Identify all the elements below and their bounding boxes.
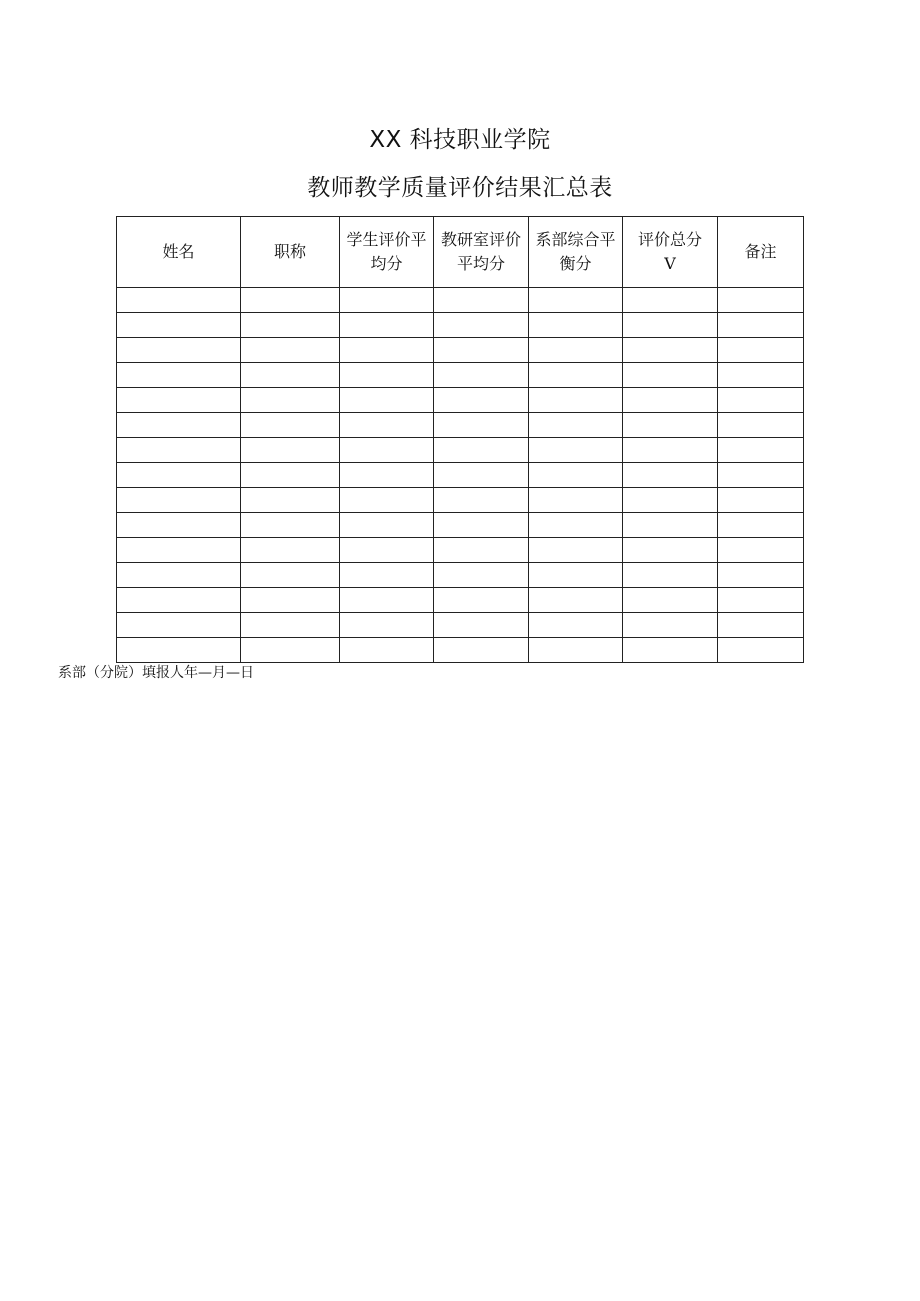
table-row — [117, 313, 804, 338]
table-cell[interactable] — [529, 613, 623, 638]
table-cell[interactable] — [340, 413, 434, 438]
header-department-score: 教研室评价 平均分 — [434, 217, 529, 288]
table-cell[interactable] — [434, 313, 529, 338]
table-row — [117, 338, 804, 363]
table-cell[interactable] — [529, 488, 623, 513]
table-cell[interactable] — [623, 363, 718, 388]
table-row — [117, 438, 804, 463]
table-cell[interactable] — [623, 638, 718, 663]
table-cell[interactable] — [623, 538, 718, 563]
table-row — [117, 638, 804, 663]
table-cell[interactable] — [340, 488, 434, 513]
table-cell[interactable] — [340, 613, 434, 638]
table-cell[interactable] — [117, 313, 241, 338]
table-row — [117, 288, 804, 313]
table-cell[interactable] — [241, 588, 340, 613]
table-row — [117, 388, 804, 413]
table-cell[interactable] — [718, 288, 804, 313]
table-cell[interactable] — [241, 613, 340, 638]
table-cell[interactable] — [623, 463, 718, 488]
table-cell[interactable] — [241, 463, 340, 488]
table-cell[interactable] — [718, 613, 804, 638]
table-cell[interactable] — [340, 388, 434, 413]
table-cell[interactable] — [117, 413, 241, 438]
table-cell[interactable] — [718, 463, 804, 488]
table-cell[interactable] — [434, 488, 529, 513]
table-cell[interactable] — [117, 388, 241, 413]
table-cell[interactable] — [623, 438, 718, 463]
table-cell[interactable] — [241, 288, 340, 313]
table-cell[interactable] — [241, 313, 340, 338]
table-cell[interactable] — [340, 288, 434, 313]
table-cell[interactable] — [529, 388, 623, 413]
table-row — [117, 463, 804, 488]
table-cell[interactable] — [434, 638, 529, 663]
table-cell[interactable] — [623, 388, 718, 413]
table-cell[interactable] — [529, 313, 623, 338]
table-cell[interactable] — [241, 488, 340, 513]
table-cell[interactable] — [117, 288, 241, 313]
table-cell[interactable] — [241, 538, 340, 563]
document-title: 教师教学质量评价结果汇总表 — [307, 175, 613, 201]
table-cell[interactable] — [434, 563, 529, 588]
table-cell[interactable] — [529, 588, 623, 613]
table-cell[interactable] — [241, 388, 340, 413]
table-cell[interactable] — [117, 638, 241, 663]
table-cell[interactable] — [718, 638, 804, 663]
table-cell[interactable] — [117, 363, 241, 388]
table-cell[interactable] — [434, 363, 529, 388]
table-cell[interactable] — [241, 563, 340, 588]
table-row — [117, 488, 804, 513]
table-cell[interactable] — [340, 563, 434, 588]
table-cell[interactable] — [623, 488, 718, 513]
table-cell[interactable] — [434, 463, 529, 488]
table-cell[interactable] — [718, 363, 804, 388]
table-row — [117, 613, 804, 638]
school-name: XX 科技职业学院 — [369, 127, 551, 153]
table-cell[interactable] — [340, 338, 434, 363]
table-cell[interactable] — [529, 538, 623, 563]
table-cell[interactable] — [718, 588, 804, 613]
table-row — [117, 588, 804, 613]
table-cell[interactable] — [117, 538, 241, 563]
header-student-score: 学生评价平 均分 — [340, 217, 434, 288]
table-row — [117, 563, 804, 588]
table-row — [117, 538, 804, 563]
header-row — [117, 217, 804, 288]
table-cell[interactable] — [529, 338, 623, 363]
table-cell[interactable] — [340, 438, 434, 463]
table-cell[interactable] — [529, 638, 623, 663]
table-cell[interactable] — [340, 638, 434, 663]
table-cell[interactable] — [434, 288, 529, 313]
table-cell[interactable] — [718, 488, 804, 513]
table-cell[interactable] — [529, 513, 623, 538]
table-cell[interactable] — [718, 388, 804, 413]
header-faculty-score: 系部综合平 衡分 — [529, 217, 623, 288]
table-cell[interactable] — [434, 613, 529, 638]
table-cell[interactable] — [623, 613, 718, 638]
table-cell[interactable] — [117, 513, 241, 538]
table-cell[interactable] — [340, 463, 434, 488]
table-cell[interactable] — [623, 563, 718, 588]
table-cell[interactable] — [718, 338, 804, 363]
table-cell[interactable] — [241, 513, 340, 538]
table-cell[interactable] — [623, 588, 718, 613]
table-cell[interactable] — [529, 288, 623, 313]
header-total-score: 评价总分 V — [623, 217, 718, 288]
table-cell[interactable] — [241, 363, 340, 388]
table-cell[interactable] — [718, 438, 804, 463]
table-cell[interactable] — [718, 313, 804, 338]
table-cell[interactable] — [117, 338, 241, 363]
evaluation-summary-table — [116, 216, 804, 663]
table-cell[interactable] — [117, 613, 241, 638]
header-name: 姓名 — [117, 217, 241, 288]
table-cell[interactable] — [718, 538, 804, 563]
table-cell[interactable] — [241, 338, 340, 363]
table-cell[interactable] — [117, 588, 241, 613]
table-cell[interactable] — [623, 288, 718, 313]
table-row — [117, 513, 804, 538]
table-row — [117, 413, 804, 438]
table-cell[interactable] — [340, 363, 434, 388]
table-row — [117, 363, 804, 388]
table-cell[interactable] — [529, 363, 623, 388]
table-cell[interactable] — [434, 588, 529, 613]
footer-note: 系部（分院）填报人年—月—日 — [58, 665, 254, 681]
table-cell[interactable] — [529, 438, 623, 463]
table-cell[interactable] — [241, 413, 340, 438]
table-cell[interactable] — [718, 563, 804, 588]
table-cell[interactable] — [718, 513, 804, 538]
table-cell[interactable] — [340, 588, 434, 613]
table-cell[interactable] — [117, 463, 241, 488]
table-cell[interactable] — [434, 538, 529, 563]
table-cell[interactable] — [241, 438, 340, 463]
table-cell[interactable] — [623, 413, 718, 438]
table-cell[interactable] — [340, 538, 434, 563]
table-cell[interactable] — [117, 438, 241, 463]
table-cell[interactable] — [623, 313, 718, 338]
header-title: 职称 — [241, 217, 340, 288]
table-cell[interactable] — [117, 488, 241, 513]
table-cell[interactable] — [434, 388, 529, 413]
table-cell[interactable] — [434, 513, 529, 538]
table-cell[interactable] — [529, 463, 623, 488]
table-cell[interactable] — [434, 438, 529, 463]
table-cell[interactable] — [718, 413, 804, 438]
table-cell[interactable] — [529, 413, 623, 438]
header-remarks: 备注 — [718, 217, 804, 288]
table-cell[interactable] — [623, 338, 718, 363]
table-body — [117, 288, 804, 663]
table-cell[interactable] — [434, 338, 529, 363]
table-cell[interactable] — [529, 563, 623, 588]
table-cell[interactable] — [434, 413, 529, 438]
table-cell[interactable] — [241, 638, 340, 663]
table-cell[interactable] — [340, 513, 434, 538]
table-cell[interactable] — [340, 313, 434, 338]
table-cell[interactable] — [117, 563, 241, 588]
table-cell[interactable] — [623, 513, 718, 538]
